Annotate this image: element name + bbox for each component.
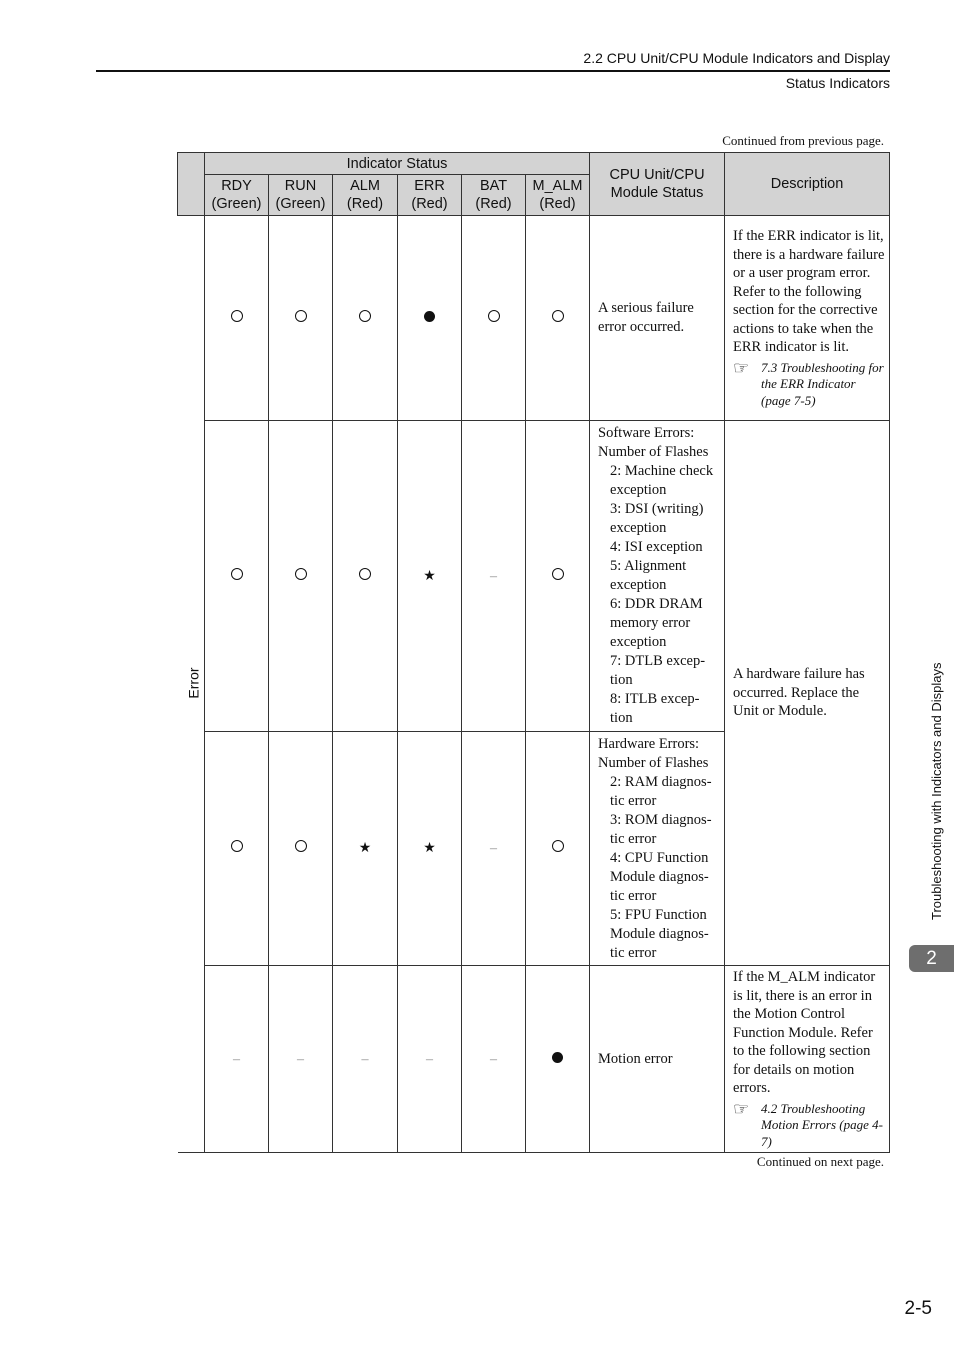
no-matter-icon: –: [233, 1051, 240, 1067]
flashing-icon: ★: [358, 841, 372, 856]
status-cell: A serious failure error occurred.: [590, 216, 725, 421]
status-subtitle: Number of Flashes: [598, 444, 709, 460]
flashing-icon: ★: [423, 568, 436, 584]
reference-link[interactable]: 4.2 Troubleshooting Motion Errors (page 4-7): [761, 1100, 883, 1149]
indicator-cell: [462, 732, 526, 966]
table-row: [178, 216, 890, 421]
chapter-tab: 2: [909, 945, 954, 972]
lit-off-icon: [295, 840, 307, 852]
lit-off-icon: [295, 310, 307, 322]
indicator-cell: [462, 421, 526, 732]
indicator-cell: [398, 421, 462, 732]
lit-off-icon: [359, 568, 371, 580]
indicator-cell: [526, 732, 590, 966]
status-header: CPU Unit/CPU Module Status: [590, 153, 725, 216]
indicator-cell: [205, 966, 269, 1153]
status-item: 4: ISI exception: [610, 539, 703, 555]
indicator-cell: [398, 966, 462, 1153]
no-matter-icon: –: [490, 1051, 497, 1067]
lit-off-icon: [552, 310, 564, 322]
col-err: ERR (Red): [398, 175, 462, 216]
header-rule: [96, 70, 890, 72]
continued-from-note: Continued from previous page.: [722, 133, 884, 148]
indicator-cell: [398, 732, 462, 966]
indicator-status-header: Indicator Status: [205, 153, 590, 175]
pointing-hand-icon: ☞: [733, 357, 750, 378]
col-malm: M_ALM (Red): [526, 175, 590, 216]
category-header-cell: [178, 153, 205, 216]
indicator-cell: [526, 421, 590, 732]
lit-off-icon: [231, 840, 243, 852]
flashing-icon: ★: [423, 841, 436, 856]
status-item: 4: CPU Function Module diagnos-tic error: [610, 849, 709, 904]
status-item: 8: ITLB excep-tion: [610, 691, 700, 726]
indicator-cell: [269, 421, 333, 732]
subsection-header: Status Indicators: [785, 75, 890, 91]
table-row: [178, 421, 890, 732]
status-item: 5: FPU Function Module diagnos-tic error: [610, 906, 709, 961]
indicator-cell: [333, 421, 398, 732]
lit-off-icon: [552, 840, 564, 852]
indicator-cell: [269, 216, 333, 421]
indicator-cell: [526, 966, 590, 1153]
indicator-cell: [269, 966, 333, 1153]
reference: [733, 357, 885, 410]
no-matter-icon: –: [361, 1051, 369, 1067]
status-item: 7: DTLB excep-tion: [610, 653, 706, 688]
status-cell: [590, 732, 725, 966]
lit-off-icon: [488, 310, 500, 322]
indicator-cell: [333, 966, 398, 1153]
indicator-cell: [205, 216, 269, 421]
indicator-cell: [205, 732, 269, 966]
indicator-status-table: [177, 152, 890, 1153]
col-rdy: RDY (Green): [205, 175, 269, 216]
description-cell: A hardware failure has occurred. Replace the Unit or Module.: [725, 421, 890, 966]
lit-on-icon: [424, 311, 435, 322]
category-label: Error: [185, 667, 202, 699]
reference-link[interactable]: 7.3 Troubleshooting for the ERR Indicator (page 7-5): [761, 359, 884, 408]
pointing-hand-icon: ☞: [733, 1098, 750, 1119]
no-matter-icon: –: [297, 1051, 304, 1067]
status-item: 2: Machine check exception: [610, 463, 714, 498]
status-cell: Motion error: [590, 966, 725, 1153]
description-text: If the ERR indicator is lit, there is a hardware failure or a user program error. Refer to the following section for the corrective actions to take when the ERR indicator is lit.: [733, 228, 885, 355]
status-item: 5: Alignment exception: [610, 558, 687, 593]
lit-off-icon: [552, 568, 564, 580]
lit-off-icon: [295, 568, 307, 580]
status-cell: [590, 421, 725, 732]
description-text: If the M_ALM indicator is lit, there is an error in the Motion Control Function Module. Refer to the following section for details on motion errors.: [733, 969, 876, 1096]
indicator-cell: [462, 216, 526, 421]
category-error-cell: [178, 216, 205, 1153]
status-item: 2: RAM diagnos-tic error: [610, 773, 712, 809]
status-title: Hardware Errors:: [598, 735, 700, 752]
indicator-cell: [269, 732, 333, 966]
side-chapter-title: Troubleshooting with Indicators and Displays: [929, 662, 944, 920]
lit-on-icon: [552, 1052, 563, 1063]
page-number: 2-5: [904, 1298, 932, 1319]
no-matter-icon: –: [490, 841, 497, 856]
status-item: 3: ROM diagnos-tic error: [610, 811, 712, 847]
indicator-cell: [333, 732, 398, 966]
indicator-cell: [205, 421, 269, 732]
col-bat: BAT (Red): [462, 175, 526, 216]
no-matter-icon: –: [490, 568, 497, 584]
indicator-cell: [333, 216, 398, 421]
description-header: Description: [725, 153, 890, 216]
status-subtitle: Number of Flashes: [598, 754, 709, 771]
indicator-cell: [398, 216, 462, 421]
col-alm: ALM (Red): [333, 175, 398, 216]
lit-off-icon: [359, 310, 371, 322]
table-row: [178, 966, 890, 1153]
continued-on-note: Continued on next page.: [756, 1154, 884, 1169]
indicator-cell: [526, 216, 590, 421]
no-matter-icon: –: [426, 1051, 433, 1067]
reference: [733, 1098, 885, 1151]
col-run: RUN (Green): [269, 175, 333, 216]
status-title: Software Errors:: [598, 425, 695, 441]
lit-off-icon: [231, 568, 243, 580]
status-item: 6: DDR DRAM memory error exception: [610, 596, 703, 650]
lit-off-icon: [231, 310, 243, 322]
description-cell: [725, 216, 890, 421]
status-item: 3: DSI (writing) exception: [610, 501, 704, 536]
section-header: 2.2 CPU Unit/CPU Module Indicators and Display: [583, 50, 890, 66]
description-cell: [725, 966, 890, 1153]
indicator-cell: [462, 966, 526, 1153]
